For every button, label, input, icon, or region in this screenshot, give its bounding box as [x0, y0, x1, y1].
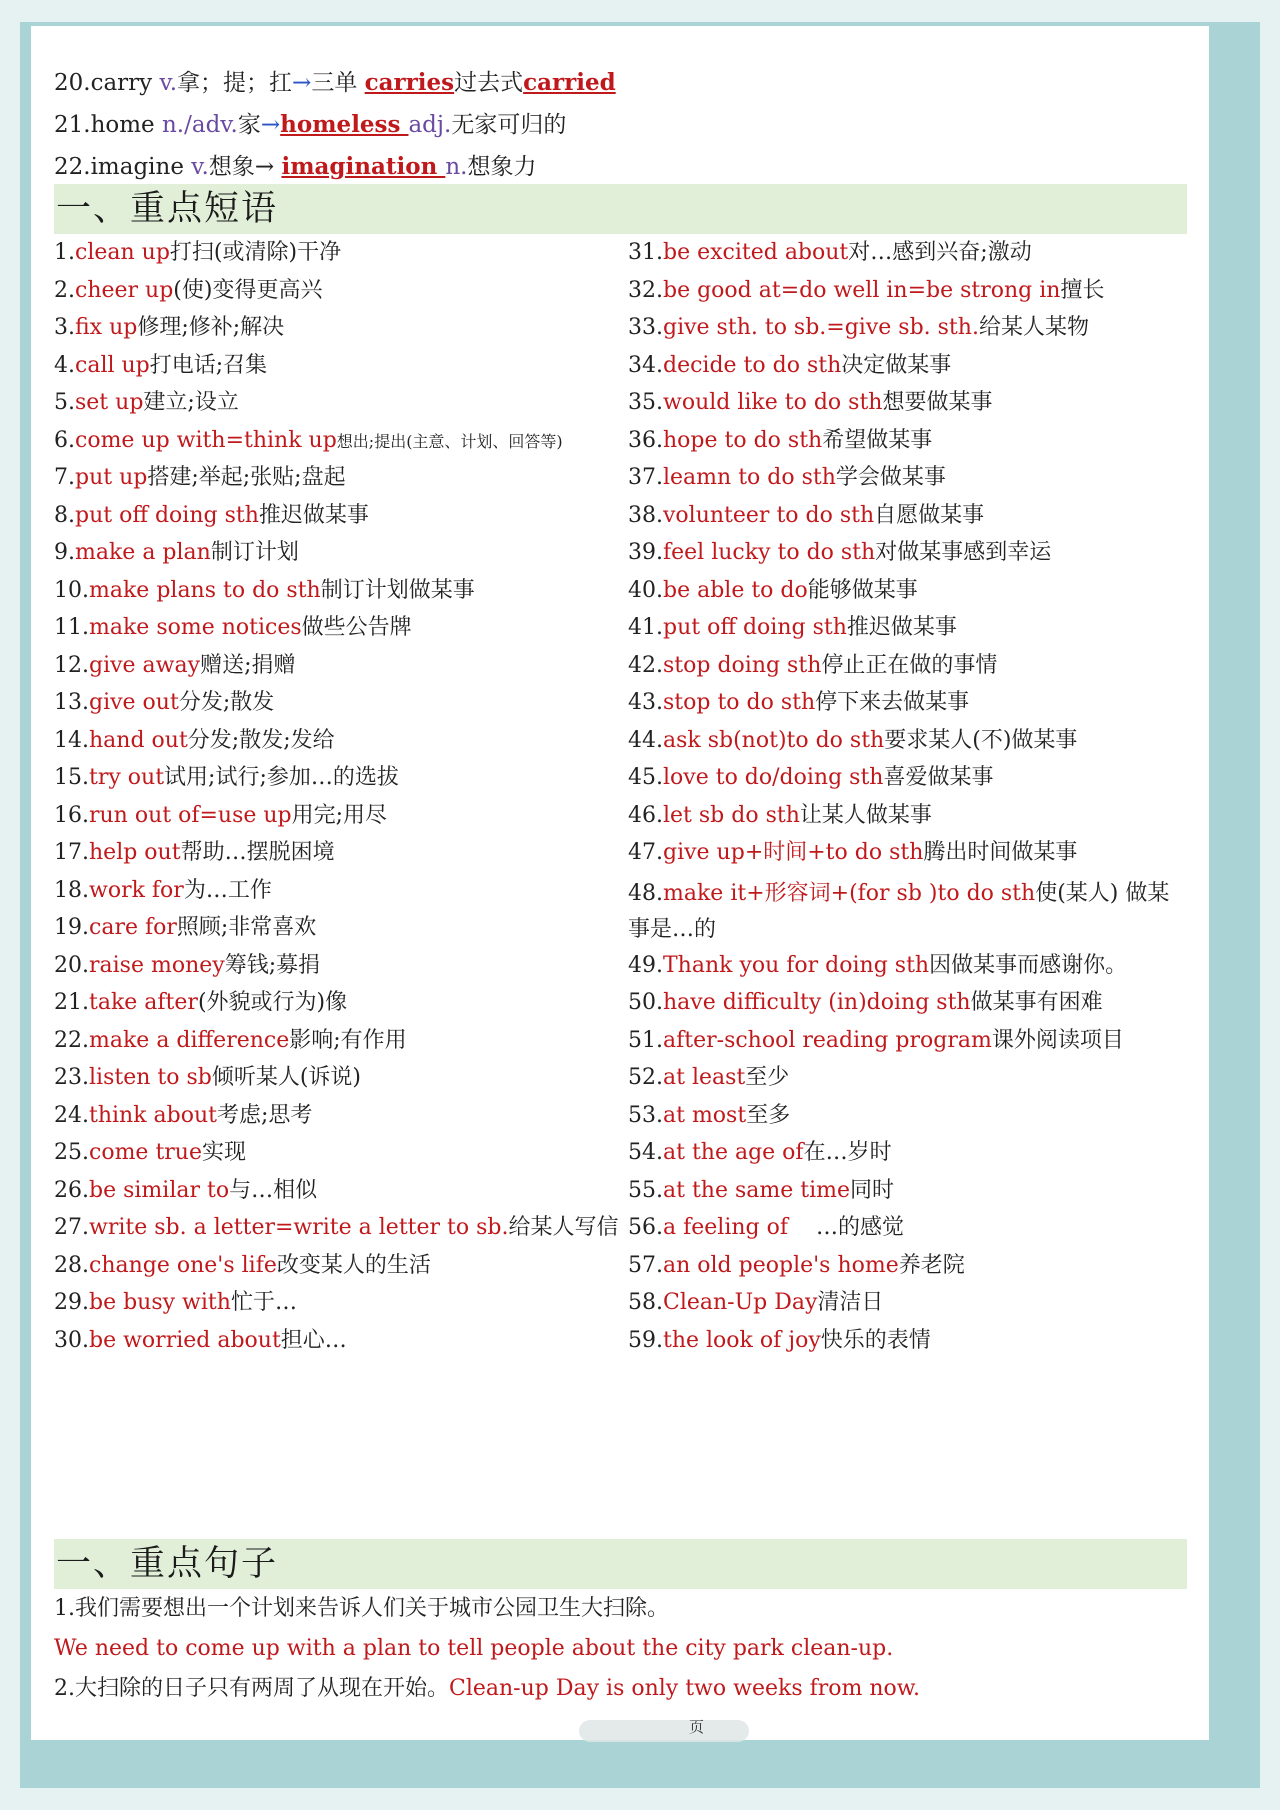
phrase-item: 15.try out试用;试行;参加…的选拔: [54, 765, 399, 790]
phrase-item: 1.clean up打扫(或清除)干净: [54, 240, 342, 265]
phrase-item: 33.give sth. to sb.=give sb. sth.给某人某物: [628, 315, 1089, 340]
phrase-item: 40.be able to do能够做某事: [628, 577, 918, 603]
phrase-item: 41.put off doing sth推迟做某事: [628, 615, 957, 640]
section-heading-phrases: 一、重点短语: [54, 184, 1187, 234]
phrase-item: 6.come up with=think up想出;提出(主意、计划、回答等): [54, 427, 563, 453]
arrow-icon: →: [260, 112, 281, 138]
phrase-item: 30.be worried about担心…: [54, 1327, 347, 1353]
phrase-item: 56.a feeling of …的感觉: [628, 1215, 904, 1240]
phrase-item: 14.hand out分发;散发;发给: [54, 727, 335, 753]
phrase-item: 2.cheer up(使)变得更高兴: [54, 277, 323, 303]
phrase-item: 36.hope to do sth希望做某事: [628, 427, 933, 453]
phrase-item: 39.feel lucky to do sth对做某事感到幸运: [628, 540, 1052, 565]
phrase-item: 3.fix up修理;修补;解决: [54, 315, 285, 340]
phrase-item: 18.work for为…工作: [54, 877, 272, 903]
phrase-item: 50.have difficulty (in)doing sth做某事有困难: [628, 990, 1103, 1015]
phrase-item: 10.make plans to do sth制订计划做某事: [54, 577, 475, 603]
phrase-item: 42.stop doing sth停止正在做的事情: [628, 652, 998, 678]
phrase-item: 11.make some notices做些公告牌: [54, 615, 412, 640]
phrase-item: 25.come true实现: [54, 1140, 247, 1165]
phrase-item: 45.love to do/doing sth喜爱做某事: [628, 765, 994, 790]
phrase-item: 24.think about考虑;思考: [54, 1102, 313, 1128]
phrase-item: 12.give away赠送;捐赠: [54, 652, 296, 678]
phrase-item: 52.at least至少: [628, 1065, 790, 1090]
phrase-item: 34.decide to do sth决定做某事: [628, 352, 952, 378]
phrase-item: 44.ask sb(not)to do sth要求某人(不)做某事: [628, 727, 1078, 753]
phrase-item: 51.after-school reading program课外阅读项目: [628, 1027, 1124, 1053]
phrase-item: 21.take after(外貌或行为)像: [54, 990, 348, 1015]
phrase-item: 57.an old people's home养老院: [628, 1252, 965, 1278]
watermark-blur: [579, 1720, 749, 1742]
phrase-item: 26.be similar to与…相似: [54, 1177, 318, 1203]
sentence-1-english: We need to come up with a plan to tell people about the city park clean-up.: [54, 1636, 894, 1661]
arrow-icon: →: [254, 154, 282, 180]
vocab-line-21: 21.home n./adv.家→homeless adj.无家可归的: [54, 111, 567, 138]
phrase-item: 35.would like to do sth想要做某事: [628, 390, 993, 415]
phrase-item: 54.at the age of在…岁时: [628, 1140, 892, 1165]
document-page: [31, 26, 1209, 1740]
phrase-item: 28.change one's life改变某人的生活: [54, 1252, 431, 1278]
phrase-item: 9.make a plan制订计划: [54, 540, 299, 565]
phrase-item: 38.volunteer to do sth自愿做某事: [628, 502, 985, 528]
phrase-item: 7.put up搭建;举起;张贴;盘起: [54, 465, 346, 490]
phrase-item: 58.Clean-Up Day清洁日: [628, 1290, 884, 1315]
phrase-item: 29.be busy with忙于…: [54, 1290, 297, 1315]
phrase-item: 5.set up建立;设立: [54, 390, 239, 415]
phrase-item: 48.make it+形容词+(for sb )to do sth使(某人) 做某事是…的: [628, 880, 1170, 942]
phrase-item: 31.be excited about对…感到兴奋;激动: [628, 240, 1032, 265]
phrase-item: 47.give up+时间+to do sth腾出时间做某事: [628, 840, 1078, 865]
phrase-item: 17.help out帮助…摆脱困境: [54, 840, 335, 865]
phrase-item: 32.be good at=do well in=be strong in擅长: [628, 277, 1105, 303]
phrase-item: 55.at the same time同时: [628, 1177, 895, 1203]
phrase-item: 43.stop to do sth停下来去做某事: [628, 690, 970, 715]
phrase-item: 19.care for照顾;非常喜欢: [54, 915, 317, 940]
phrase-item: 27.write sb. a letter=write a letter to sb.给某人写信: [54, 1215, 619, 1240]
phrase-item: 53.at most至多: [628, 1102, 791, 1128]
phrase-item: 16.run out of=use up用完;用尽: [54, 802, 388, 828]
phrase-item: 59.the look of joy快乐的表情: [628, 1327, 931, 1353]
arrow-icon: →: [292, 70, 312, 96]
phrase-item: 46.let sb do sth让某人做某事: [628, 802, 932, 828]
vocab-line-20: 20.carry v.拿；提；扛→三单 carries过去式carried: [54, 69, 616, 96]
phrase-item: 20.raise money筹钱;募捐: [54, 952, 321, 978]
phrase-item: 22.make a difference影响;有作用: [54, 1027, 407, 1053]
phrase-list-right: [628, 238, 1188, 1363]
phrase-item: 8.put off doing sth推迟做某事: [54, 502, 369, 528]
phrase-item: 49.Thank you for doing sth因做某事而感谢你。: [628, 952, 1128, 978]
phrase-item: 4.call up打电话;召集: [54, 352, 268, 378]
sentence-1-chinese: 1.我们需要想出一个计划来告诉人们关于城市公园卫生大扫除。: [54, 1596, 669, 1621]
vocab-line-22: 22.imagine v.想象→ imagination n.想象力: [54, 153, 537, 180]
page-number: 页: [689, 1718, 705, 1736]
section-heading-sentences: 一、重点句子: [54, 1539, 1187, 1589]
sentence-2: 2.大扫除的日子只有两周了从现在开始。Clean-up Day is only two weeks from now.: [54, 1676, 921, 1701]
phrase-item: 37.leamn to do sth学会做某事: [628, 465, 946, 490]
phrase-item: 13.give out分发;散发: [54, 690, 275, 715]
phrase-item: 23.listen to sb倾听某人(诉说): [54, 1065, 362, 1090]
phrase-list-left: [54, 238, 619, 1363]
